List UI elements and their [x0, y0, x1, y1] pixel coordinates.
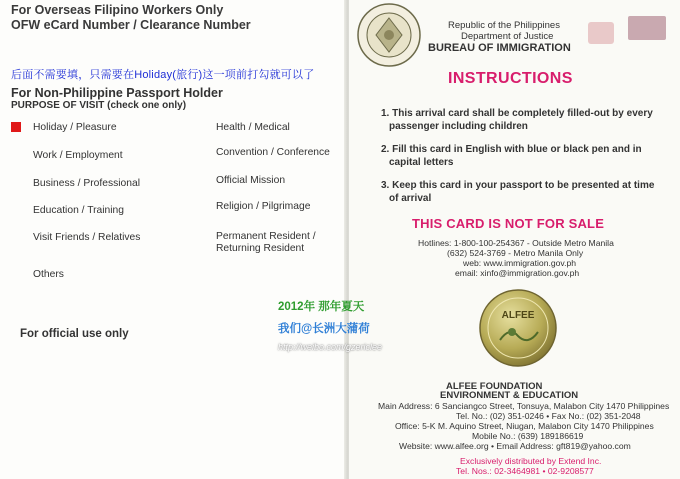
holiday-checkbox-checked[interactable]	[11, 122, 21, 132]
instructions-title: INSTRUCTIONS	[448, 70, 573, 87]
watermark-line1: 2012年 那年夏天	[278, 301, 365, 313]
bureau-email: email: xinfo@immigration.gov.ph	[455, 268, 580, 278]
foundation-web-email: Website: www.alfee.org • Email Address: gft819@yahoo.com	[399, 441, 631, 451]
not-for-sale-notice: THIS CARD IS NOT FOR SALE	[412, 216, 605, 231]
ofw-heading: For Overseas Filipino Workers Only	[11, 3, 224, 17]
instruction-2-line1: 2. Fill this card in English with blue or black pen and in	[381, 144, 642, 155]
option-visit[interactable]: Visit Friends / Relatives	[33, 232, 141, 243]
watermark-url: http://weibo.com/gzericlee	[278, 342, 383, 352]
foundation-subtitle: ENVIRONMENT & EDUCATION	[440, 390, 579, 401]
option-official-mission[interactable]: Official Mission	[216, 175, 286, 186]
alfee-badge-icon	[478, 288, 558, 368]
non-ph-holder-heading: For Non-Philippine Passport Holder	[11, 86, 223, 100]
option-health[interactable]: Health / Medical	[216, 122, 290, 133]
distributor-tel: Tel. Nos.: 02-3464981 • 02-9208577	[456, 466, 594, 476]
header-republic: Republic of the Philippines	[448, 20, 560, 31]
distributor-note: Exclusively distributed by Extend Inc.	[460, 456, 602, 466]
foundation-main-address: Main Address: 6 Sanciangco Street, Tonsuya, Malabon City 1470 Philippines	[378, 401, 670, 411]
official-use-label: For official use only	[20, 328, 129, 340]
header-department: Department of Justice	[461, 31, 554, 42]
foundation-mobile: Mobile No.: (639) 189186619	[472, 431, 584, 441]
option-religion[interactable]: Religion / Pilgrimage	[216, 201, 311, 212]
purpose-heading: PURPOSE OF VISIT (check one only)	[11, 100, 187, 111]
asean-logo-icon	[588, 22, 614, 44]
header-bureau: BUREAU OF IMMIGRATION	[428, 42, 571, 54]
option-business[interactable]: Business / Professional	[33, 178, 141, 189]
instruction-3-line1: 3. Keep this card in your passport to be presented at time	[381, 180, 655, 191]
foundation-office-address: Office: 5-K M. Aquino Street, Niugan, Malabon City 1470 Philippines	[395, 421, 654, 431]
apec-logo-icon	[628, 16, 666, 40]
bureau-website: web: www.immigration.gov.ph	[463, 258, 577, 268]
instruction-2-line2: capital letters	[389, 157, 454, 168]
option-education[interactable]: Education / Training	[33, 205, 125, 216]
option-permanent-resident[interactable]: Permanent Resident /	[216, 231, 316, 242]
option-work[interactable]: Work / Employment	[33, 150, 123, 161]
hotline-outside: Hotlines: 1-800-100-254367 - Outside Metro Manila	[418, 238, 614, 248]
option-returning-resident: Returning Resident	[216, 243, 305, 254]
chinese-annotation: 后面不需要填，只需要在Holiday(旅行)这一项前打勾就可以了	[11, 69, 315, 81]
foundation-name: ALFEE FOUNDATION	[446, 381, 543, 392]
watermark-line2: 我们@长洲大蒲荷	[278, 323, 370, 335]
option-convention[interactable]: Convention / Conference	[216, 147, 330, 158]
option-others[interactable]: Others	[33, 269, 64, 280]
instruction-1-line1: 1. This arrival card shall be completely filled-out by every	[381, 108, 653, 119]
ofw-ecard-label: OFW eCard Number / Clearance Number	[11, 18, 251, 32]
instruction-1-line2: passenger including children	[389, 121, 528, 132]
foundation-tel-fax: Tel. No.: (02) 351-0246 • Fax No.: (02) 351-2048	[456, 411, 641, 421]
hotline-metro: (632) 524-3769 - Metro Manila Only	[447, 248, 584, 258]
alfee-badge-label: ALFEE	[501, 310, 535, 321]
bureau-seal-icon	[356, 2, 422, 68]
instruction-3-line2: of arrival	[389, 193, 432, 204]
option-holiday[interactable]: Holiday / Pleasure	[33, 122, 117, 133]
